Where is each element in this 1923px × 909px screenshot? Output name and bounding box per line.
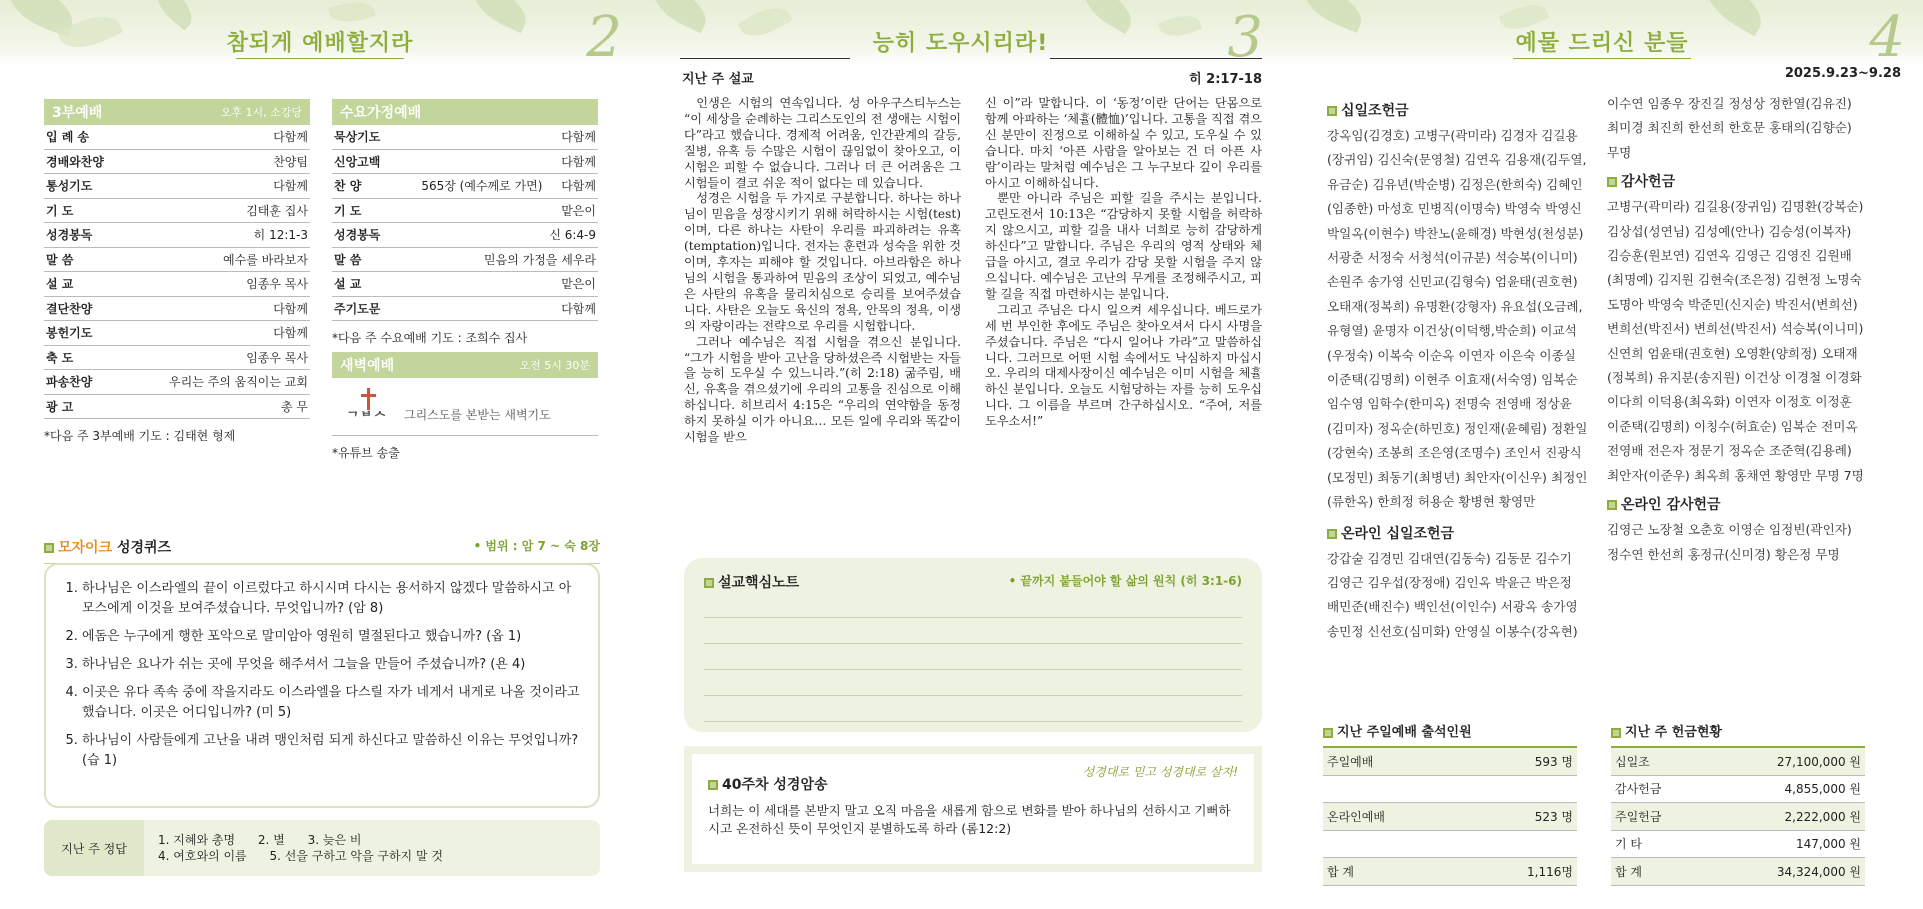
table-row: [1611, 831, 1865, 859]
name-line: (임종한) 마성호 민병직(이명숙) 박영숙 박영신: [1327, 201, 1582, 217]
table-value: 34,324,000 원: [1776, 864, 1861, 879]
sermon-paragraph: 그리고 주님은 다시 일으켜 세우십니다. 베드로가 세 번 부인한 후에도 주님은 찾아오셔서 다시 사명을 주셨습니다. 주님은 “다시 일어나 가라”고 말씀하십니다. 그러므로 어떤 시험 속에서도 낙심하지 마십시오. 우리의 대제사장이신 예수님은 이미 시험을 체휼하신 분입니다. 오늘도 시험당하는 자를 능히 도우십니다. 그 이름을 부르며 간구하십시오. “주여, 저를 도우소서!”: [985, 302, 1262, 429]
page-4: [1281, 0, 1923, 909]
order-detail: 565장 (예수께로 가면): [421, 179, 543, 194]
order-row: [332, 150, 598, 175]
name-line: 유형열) 윤명자 이건상(이덕행,박순희) 이교석: [1327, 323, 1577, 339]
name-line: 최미경 최진희 한선희 한호문 홍태의(김향순): [1607, 120, 1852, 136]
dawn-service-title: 새벽예배: [340, 358, 395, 374]
name-line: 정수연 한선희 홍정규(신미경) 황은정 무명: [1607, 546, 1840, 562]
order-item: 봉헌기도: [46, 326, 93, 341]
wednesday-service-note: *다음 주 수요예배 기도 : 조희수 집사: [332, 331, 528, 345]
sermon-label: 지난 주 설교: [682, 72, 754, 87]
dawn-service-time: 오전 5시 30분: [519, 359, 590, 372]
table-row: [1323, 776, 1577, 804]
table-label: 합 계: [1327, 864, 1354, 879]
order-item: 말 씀: [46, 252, 74, 267]
quiz-brand: 모자이크: [58, 540, 113, 556]
order-item: 찬 양: [334, 179, 362, 194]
table-label: 온라인예배: [1327, 809, 1385, 824]
third-service-box: [44, 99, 310, 444]
table-label: 기 타: [1615, 837, 1642, 852]
sermon-header: [682, 68, 1262, 87]
table-label: 감사헌금: [1615, 782, 1662, 797]
order-row: [44, 346, 310, 371]
name-line: 박일옥(이현수) 박찬노(윤해경) 박현성(천성분): [1327, 225, 1584, 241]
dawn-logo-text: 그리스도를 본받는 새벽기도: [404, 408, 551, 422]
attendance-table: [1323, 721, 1577, 886]
table-value: 147,000 원: [1795, 837, 1861, 852]
order-row: [44, 150, 310, 175]
name-line: 신연희 엄윤태(권호현) 오영환(양희정) 오태재: [1607, 345, 1858, 361]
online-tithe-names: [1327, 547, 1617, 645]
quiz-question: 5. 하나님이 사람들에게 고난을 내려 맹인처럼 되게 하신다고 말씀하신 이유는 무엇입니까? (습 1): [82, 731, 580, 771]
quiz-question: 4. 이곳은 유다 족속 중에 작을지라도 이스라엘을 다스릴 자가 네게서 내게로 나올 것이라고 했습니다. 이곳은 어디입니까? (미 5): [82, 683, 580, 723]
bullet-square-icon: [44, 543, 54, 553]
name-line: 변희선(박진서) 변희선(박진서) 석승복(이니미): [1607, 321, 1864, 337]
order-value: 다함께: [273, 301, 308, 316]
tithe-names: [1327, 124, 1617, 515]
order-value: 신 6:4-9: [549, 228, 596, 243]
cross-icon: [342, 386, 402, 426]
order-value: 맡은이: [561, 277, 596, 292]
order-row: [44, 248, 310, 273]
order-value: 다함께: [561, 130, 596, 145]
order-item: 입 례 송: [46, 130, 90, 145]
page-2: [0, 0, 640, 909]
tithe-title: 십일조헌금: [1341, 103, 1409, 119]
table-row: [1323, 748, 1577, 776]
name-line: 유금순) 김유년(박순병) 김정은(한희숙) 김혜인: [1327, 176, 1583, 192]
wednesday-service-box: [332, 99, 598, 461]
name-line: 전영배 전은자 정문기 정옥순 조준혁(김용례): [1607, 443, 1852, 459]
memory-slogan: 성경대로 믿고 성경대로 살자!: [1082, 765, 1238, 779]
table-row: [1323, 858, 1577, 886]
order-item: 성경봉독: [46, 228, 93, 243]
table-row: [1323, 831, 1577, 859]
bullet-square-icon: [1327, 106, 1337, 116]
name-line: (정복희) 유지분(송지원) 이건상 이경철 이경화: [1607, 370, 1862, 386]
table-row: [1611, 776, 1865, 804]
order-row: [332, 272, 598, 297]
name-line: 이수연 임종우 장진길 정성상 정한열(김유진): [1607, 96, 1852, 111]
order-value: 다함께: [561, 154, 596, 169]
dawn-logo: [332, 378, 598, 436]
thanks-names: [1607, 195, 1907, 488]
third-service-order: [44, 125, 310, 419]
sermon-paragraph: 뿐만 아니라 주님은 피할 길을 주시는 분입니다. 고린도전서 10:13은 “감당하지 못할 시험을 허락하지 않으시고, 피할 길을 내사 너희로 능히 감당하게 하신다”고 말합니다. 주님은 우리의 영적 상태와 체급을 아시고, 결코 우리가 감당 못할 시험을 주지 않으십니다. 예수님은 고난의 무게를 조정해주시고, 피할 길을 직접 마련하시는 분입니다.: [985, 191, 1262, 301]
thanks-title: 감사헌금: [1621, 174, 1676, 191]
order-value: 김태훈 집사: [246, 203, 308, 218]
table-row: [1611, 858, 1865, 886]
name-line: 김영근 노장철 오춘호 이영순 임정빈(곽인자): [1607, 522, 1852, 538]
table-value: 1,116명: [1527, 864, 1573, 879]
order-item: 묵상기도: [334, 130, 381, 145]
bullet-square-icon: [1607, 500, 1617, 510]
order-row: [44, 223, 310, 248]
order-item: 성경봉독: [334, 228, 381, 243]
sermon-paragraph: 신 이”라 말합니다. 이 ‘동정’이란 단어는 단몸으로 함께 아파하는 ‘체휼(體恤)’입니다. 고통을 직접 겪으신 분만이 진정으로 이해하실 수 있고, 도우실 수 있습니다. 마치 ‘아픈 사람을 알아보는 건 더 아픈 사람’이라는 말처럼 예수님은 그 누구보다 깊이 우리를 아시고 이해하십니다.: [985, 96, 1262, 190]
order-item: 설 교: [334, 277, 362, 292]
name-line: 강옥임(김경호) 고병구(곽미라) 김경자 김길용: [1327, 128, 1578, 143]
order-value: 예수를 바라보자: [223, 252, 308, 267]
page-3: [640, 0, 1281, 909]
order-value: 다함께: [561, 179, 596, 194]
order-value: 임종우 목사: [246, 350, 308, 365]
order-item: 통성기도: [46, 179, 93, 194]
page-number: 4: [1869, 5, 1905, 66]
table-row: [1611, 748, 1865, 776]
name-line: 이다희 이덕용(최옥화) 이연자 이정호 이정훈: [1607, 394, 1852, 410]
order-value: 맡은이: [561, 203, 596, 218]
order-value: 히 12:1-3: [253, 228, 308, 243]
order-item: 기 도: [46, 203, 74, 218]
answer-line: 4. 여호와의 이름 5. 선을 구하고 악을 구하지 말 것: [158, 849, 443, 863]
finance-title: 지난 주 헌금현황: [1625, 725, 1722, 740]
order-item: 주기도문: [334, 301, 381, 316]
name-line: 고병구(곽미라) 김길용(장귀임) 김명환(강복순): [1607, 199, 1864, 215]
order-value: 다함께: [273, 179, 308, 194]
name-line: 김영근 김우섭(장정애) 김인옥 박윤근 박은정: [1327, 574, 1572, 590]
order-value: 총 무: [281, 399, 308, 414]
online-thanks-names: [1607, 518, 1907, 567]
order-value: 다함께: [561, 301, 596, 316]
name-line: (우정숙) 이복숙 이순옥 이연자 이은숙 이종실: [1327, 347, 1576, 363]
bullet-square-icon: [1323, 728, 1333, 738]
order-row: [332, 174, 598, 199]
wednesday-service-title: 수요가정예배: [340, 105, 422, 121]
order-row: [44, 395, 310, 420]
note-title: 설교핵심노트: [718, 575, 800, 591]
name-line: 최안자(이준우) 최옥희 홍채연 황영만 무명 7명: [1607, 467, 1864, 483]
name-line: 서광춘 서정숙 서청석(이규분) 석승복(이니미): [1327, 250, 1578, 266]
order-row: [44, 297, 310, 322]
order-item: 설 교: [46, 277, 74, 292]
third-service-note: *다음 주 3부예배 기도 : 김태현 형제: [44, 429, 236, 443]
order-item: 경배와찬양: [46, 154, 104, 169]
table-label: 합 계: [1615, 864, 1642, 879]
table-row: [1323, 803, 1577, 831]
page-title: 능히 도우시리라!: [872, 31, 1049, 56]
name-line: 손원주 송가영 신민교(김형숙) 엄윤태(권호현): [1327, 274, 1578, 290]
sermon-text: [684, 96, 1262, 536]
order-item: 신앙고백: [334, 154, 381, 169]
page-title: 예물 드리신 분들: [1515, 31, 1689, 56]
answer-line: 1. 지혜와 총명 2. 별 3. 늦은 비: [158, 833, 362, 847]
order-value: 믿음의 가정을 세우라: [484, 252, 596, 267]
order-item: 말 씀: [334, 252, 362, 267]
memory-verse-box: [684, 746, 1262, 872]
offering-date: 2025.9.23~9.28: [1784, 66, 1901, 81]
offering-right-column: [1607, 92, 1907, 567]
table-value: 4,855,000 원: [1784, 782, 1861, 797]
name-line: 도명아 박영숙 박준민(신지순) 박진서(변희선): [1607, 296, 1858, 312]
name-line: (최명예) 김지원 김현숙(조은정) 김현정 노명숙: [1607, 272, 1862, 288]
name-line: 임수영 임학수(한미옥) 전명숙 전영배 정상윤: [1327, 396, 1572, 412]
order-value: 임종우 목사: [246, 277, 308, 292]
offering-left-column: [1327, 92, 1617, 644]
table-label: 십일조: [1615, 754, 1650, 769]
quiz-answers: [44, 820, 600, 876]
table-label: 주일헌금: [1615, 809, 1662, 824]
sermon-reference: 히 2:17-18: [1189, 72, 1262, 87]
order-item: 광 고: [46, 399, 74, 414]
name-line: 배민준(배진수) 백인선(이인수) 서광옥 송가영: [1327, 599, 1578, 615]
page-header: [1281, 0, 1923, 66]
quiz-title: 성경퀴즈: [116, 540, 172, 556]
order-value: 다함께: [273, 130, 308, 145]
name-line: 강갑술 김경민 김대연(김동숙) 김동문 김수기: [1327, 550, 1572, 566]
bullet-square-icon: [1327, 529, 1337, 539]
note-subtitle: • 끝까지 붙들어야 할 삶의 원칙 (히 3:1-6): [1008, 574, 1242, 588]
name-line: (김미자) 정옥순(하민호) 정인재(윤혜림) 정환일: [1327, 420, 1588, 436]
quiz-range: • 범위 : 암 7 ~ 숙 8장: [473, 539, 600, 553]
order-row: [332, 248, 598, 273]
page-number: 3: [1227, 5, 1263, 66]
sermon-paragraph: 그러나 예수님은 직접 시험을 겪으신 분입니다. “그가 시험을 받아 고난을 당하셨은즉 시험받는 자들을 능히 도우실 수 있느니라.”(히 2:18) 굶주림, 배신, 유혹을 겪으셨기에 우리의 고통을 진심으로 이해하십니다. 히브리서 4:15은 “우리의 연약함을 동정하지 못하실 이가 아니요… 모든 일에 우리와 똑같이 시험을 받으: [684, 334, 961, 445]
name-line: (강현숙) 조봉희 조은영(조명수) 조인서 진광식: [1327, 445, 1582, 461]
quiz-header: [44, 537, 600, 564]
table-label: 주일예배: [1327, 754, 1374, 769]
order-item: 축 도: [46, 350, 74, 365]
quiz-question: 3. 하나님은 요나가 쉬는 곳에 무엇을 해주셔서 그늘을 만들어 주셨습니까? (욘 4): [82, 655, 580, 675]
order-row: [332, 223, 598, 248]
table-value: 27,100,000 원: [1776, 754, 1861, 769]
name-line: 이준택(김명희) 이칭수(허효순) 임복순 전미옥: [1607, 418, 1858, 434]
order-item: 파송찬양: [46, 375, 93, 390]
name-line: 오태재(정복희) 유명환(강형자) 유요섭(오금례,: [1327, 298, 1583, 314]
memory-title: 40주차 성경암송: [722, 777, 828, 793]
order-row: [44, 370, 310, 395]
quiz-question: 1. 하나님은 이스라엘의 끝이 이르렀다고 하시시며 다시는 용서하지 않겠다 말씀하시고 아모스에게 이것을 보여주셨습니다. 무엇입니까? (암 8): [82, 579, 580, 619]
answer-label: 지난 주 정답: [44, 820, 144, 876]
dawn-service-note: *유튜브 송출: [332, 446, 400, 460]
name-line: 무명: [1607, 144, 1632, 160]
finance-table: [1611, 721, 1865, 886]
bullet-square-icon: [704, 578, 714, 588]
quiz-question: 2. 에돔은 누구에게 행한 포악으로 말미암아 영원히 멸절된다고 했습니까? (옵 1): [82, 627, 580, 647]
page-header: [0, 0, 640, 66]
sermon-paragraph: 인생은 시험의 연속입니다. 성 아우구스티누스는 “이 세상을 순례하는 그리스도인의 전 생애는 시험이다”라고 했습니다. 경제적 어려움, 인간관계의 갈등, 질병, 유혹 등 수많은 시험이 끊임없이 찾아오고, 이 시험은 피할 수 없습니다. 그러나 더 큰 어려움은 그 시험들이 결코 쉬운 적이 없다는 데 있습니다.: [684, 96, 961, 190]
order-row: [332, 199, 598, 224]
quiz-box: [44, 563, 600, 808]
name-line: 김상섭(성연님) 김성예(안나) 김승성(이복자): [1607, 223, 1852, 239]
tithe-names-continued: [1607, 92, 1907, 165]
order-item: 기 도: [334, 203, 362, 218]
third-service-title: 3부예배: [52, 105, 103, 121]
order-value: 찬양팀: [273, 154, 308, 169]
bullet-square-icon: [1607, 177, 1617, 187]
bullet-square-icon: [1611, 728, 1621, 738]
order-value: 다함께: [273, 326, 308, 341]
sermon-note-box: [684, 558, 1262, 732]
name-line: (장귀임) 김신숙(문영철) 김연옥 김용재(김두열,: [1327, 152, 1587, 168]
table-value: 593 명: [1534, 754, 1573, 769]
online-tithe-title: 온라인 십일조헌금: [1341, 525, 1455, 542]
name-line: 이준택(김명희) 이현주 이효재(서숙영) 임복순: [1327, 372, 1578, 388]
order-row: [332, 125, 598, 150]
order-value: 우리는 주의 움직이는 교회: [169, 375, 308, 390]
page-number: 2: [586, 5, 622, 66]
wednesday-service-order: [332, 125, 598, 321]
third-service-time: 오후 1시, 소강당: [220, 106, 302, 119]
table-row: [1611, 803, 1865, 831]
name-line: (모정민) 최동기(최병년) 최안자(이신우) 최정인: [1327, 469, 1588, 485]
bullet-square-icon: [708, 780, 718, 790]
attendance-title: 지난 주일예배 출석인원: [1337, 725, 1472, 740]
order-row: [44, 272, 310, 297]
svg-text:ᄀᄇᄉ: ᄀᄇᄉ: [346, 411, 387, 426]
name-line: (류한옥) 한희정 허용순 황병현 황영만: [1327, 494, 1536, 510]
order-row: [44, 321, 310, 346]
online-thanks-title: 온라인 감사헌금: [1621, 497, 1721, 514]
order-row: [44, 125, 310, 150]
order-item: 결단찬양: [46, 301, 93, 316]
page-header: [640, 0, 1281, 66]
name-line: 송민정 신선호(심미화) 안영실 이봉수(강옥현): [1327, 623, 1578, 639]
memory-verse: 너희는 이 세대를 본받지 말고 오직 마음을 새롭게 함으로 변화를 받아 하나님의 선하시고 기뻐하시고 온전하신 뜻이 무엇인지 분별하도록 하라 (롬12:2): [708, 803, 1231, 836]
table-value: 2,222,000 원: [1784, 809, 1861, 824]
order-row: [44, 174, 310, 199]
order-row: [44, 199, 310, 224]
order-row: [332, 297, 598, 322]
sermon-paragraph: 성경은 시험을 두 가지로 구분합니다. 하나는 하나님이 믿음을 성장시키기 위해 허락하시는 시험(test)이며, 다른 하나는 사탄이 우리를 파괴하려는 유혹(temptation)입니다. 전자는 훈련과 성숙을 위한 것이며, 후자는 피해야 할 것입니다. 아브라함은 하나님의 시험을 통과하여 믿음의 조상이 되었고, 예수님은 사탄의 유혹을 물리치심으로 승리를 보여주셨습니다. 사탄은 오늘도 육신의 정욕, 안목의 정욕, 이생의 자랑이라는 전략으로 우리를 시험합니다.: [684, 191, 961, 333]
table-value: 523 명: [1534, 809, 1573, 824]
name-line: 김승훈(원보연) 김연옥 김영근 김영진 김원배: [1607, 248, 1852, 264]
page-title: 참되게 예배할지라: [226, 31, 414, 56]
